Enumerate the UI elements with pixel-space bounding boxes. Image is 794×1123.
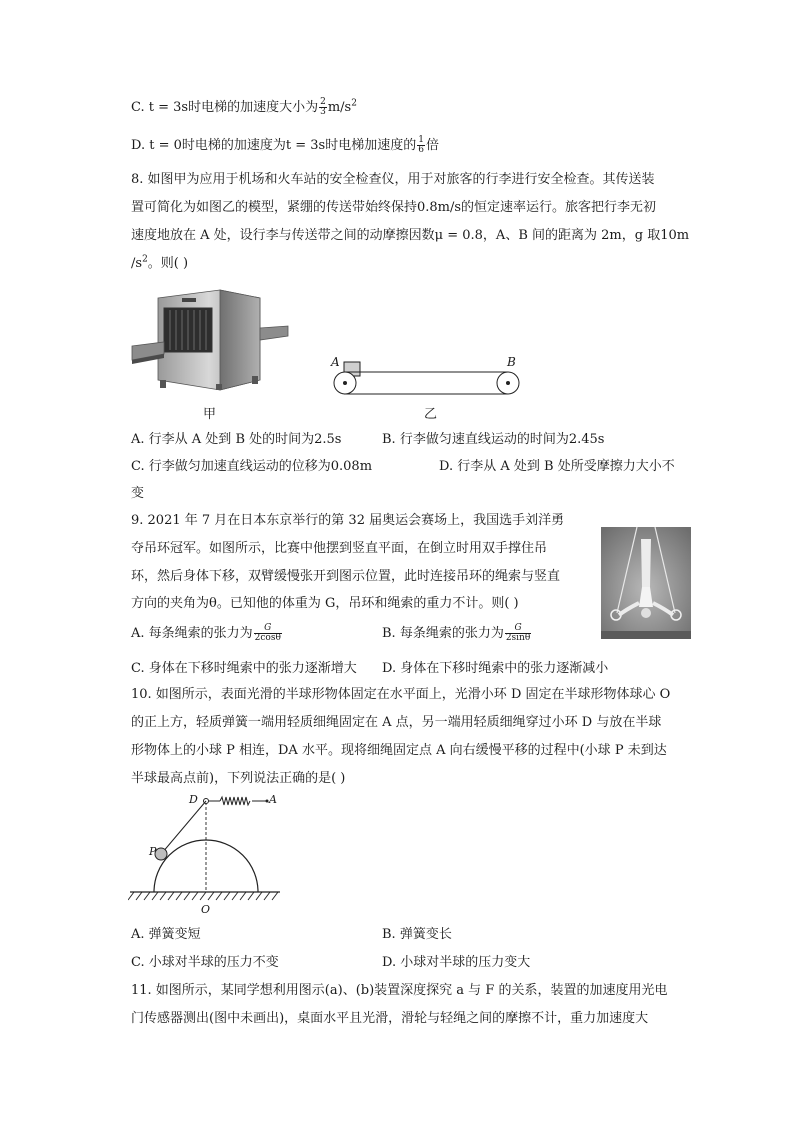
figure-caption-jia: 甲 [203, 407, 217, 422]
q9-option-b: B. 每条绳索的张力为 $\frac{G}{2\sin\theta}$ [382, 623, 531, 643]
q8-option-a: A. 行李从 A 处到 B 处的时间为2.5s [131, 432, 342, 447]
q10-option-d: D. 小球对半球的压力变大 [382, 955, 531, 970]
q7-option-d: D. t = 0时电梯的加速度为t = 3s时电梯加速度的 $\frac{1}{6}$ 倍 [131, 135, 439, 155]
q8-stem-line-4: $/s^2$。则( ) [131, 254, 189, 271]
q10-stem-line-4: 半球最高点前)，下列说法正确的是( ) [131, 771, 346, 786]
q9-stem-line-2: 夺吊环冠军。如图所示，比赛中他摆到竖直平面，在倒立时用双手撑住吊 [131, 541, 548, 556]
figure-caption-yi: 乙 [424, 407, 438, 422]
gymnast-rings-photo [601, 527, 691, 639]
q9-option-a: A. 每条绳索的张力为 $\frac{G}{2\cos\theta}$ [131, 623, 281, 643]
xray-scanner-image [130, 284, 290, 394]
label-a: A [269, 793, 277, 806]
q8-stem-line-1: 8. 如图甲为应用于机场和火车站的安全检查仪，用于对旅客的行李进行安全检查。其传送装 [131, 172, 655, 187]
fraction: $\frac{2}{3}$ [320, 97, 326, 117]
q9-option-d: D. 身体在下移时绳索中的张力逐渐减小 [382, 661, 609, 676]
q9-option-c: C. 身体在下移时绳索中的张力逐渐增大 [131, 661, 357, 676]
label-o: O [201, 903, 211, 916]
label-a: A [331, 355, 340, 369]
label-b: B [507, 355, 516, 369]
q10-option-b: B. 弹簧变长 [382, 927, 452, 942]
q10-option-c: C. 小球对半球的压力不变 [131, 955, 279, 970]
q10-option-a: A. 弹簧变短 [131, 927, 201, 942]
fraction: $\frac{G}{2\cos\theta}$ [254, 623, 281, 643]
q8-stem-line-2: 置可简化为如图乙的模型，紧绷的传送带始终保持0.8m/s的恒定速率运行。旅客把行李无初 [131, 200, 657, 215]
q8-option-d-continued: 变 [131, 486, 145, 501]
q9-stem-line-1: 9. 2021 年 7 月在日本东京举行的第 32 届奥运会赛场上，我国选手刘洋勇 [131, 513, 565, 528]
q9-stem-line-4: 方向的夹角为θ。已知他的体重为 G，吊环和绳索的重力不计。则( ) [131, 596, 519, 611]
label-d: D [189, 793, 198, 806]
q8-option-c: C. 行李做匀加速直线运动的位移为0.08m [131, 459, 373, 474]
q8-option-b: B. 行李做匀速直线运动的时间为2.45s [382, 432, 605, 447]
q10-stem-line-3: 形物体上的小球 P 相连，DA 水平。现将细绳固定点 A 向右缓慢平移的过程中(小球 P 未到达 [131, 743, 667, 758]
q10-stem-line-2: 的正上方，轻质弹簧一端用轻质细绳固定在 A 点，另一端用轻质细绳穿过小环 D 与放在半球 [131, 715, 662, 730]
fraction: $\frac{G}{2\sin\theta}$ [505, 623, 531, 643]
label-p: P [149, 845, 157, 858]
q7-option-c: C. t = 3s时电梯的加速度大小为 $\frac{2}{3}$ $m/s^2$ [131, 97, 357, 117]
q11-stem-line-1: 11. 如图所示，某同学想利用图示(a)、(b)装置深度探究 a 与 F 的关系，装置的加速度用光电 [131, 983, 668, 998]
q10-stem-line-1: 10. 如图所示，表面光滑的半球形物体固定在水平面上，光滑小环 D 固定在半球形物体球心 O [131, 687, 671, 702]
q11-stem-line-2: 门传感器测出(图中未画出)，桌面水平且光滑，滑轮与轻绳之间的摩擦不计，重力加速度大 [131, 1011, 649, 1026]
q8-stem-line-3: 速度地放在 A 处，设行李与传送带之间的动摩擦因数μ = 0.8，A、B 间的距离为 2m，g 取10m [131, 228, 690, 243]
q8-option-d: D. 行李从 A 处到 B 处所受摩擦力大小不 [439, 459, 675, 474]
conveyor-belt-diagram [328, 350, 524, 398]
q9-stem-line-3: 环，然后身体下移，双臂缓慢张开到图示位置，此时连接吊环的绳索与竖直 [131, 569, 561, 584]
fraction: $\frac{1}{6}$ [418, 135, 424, 155]
